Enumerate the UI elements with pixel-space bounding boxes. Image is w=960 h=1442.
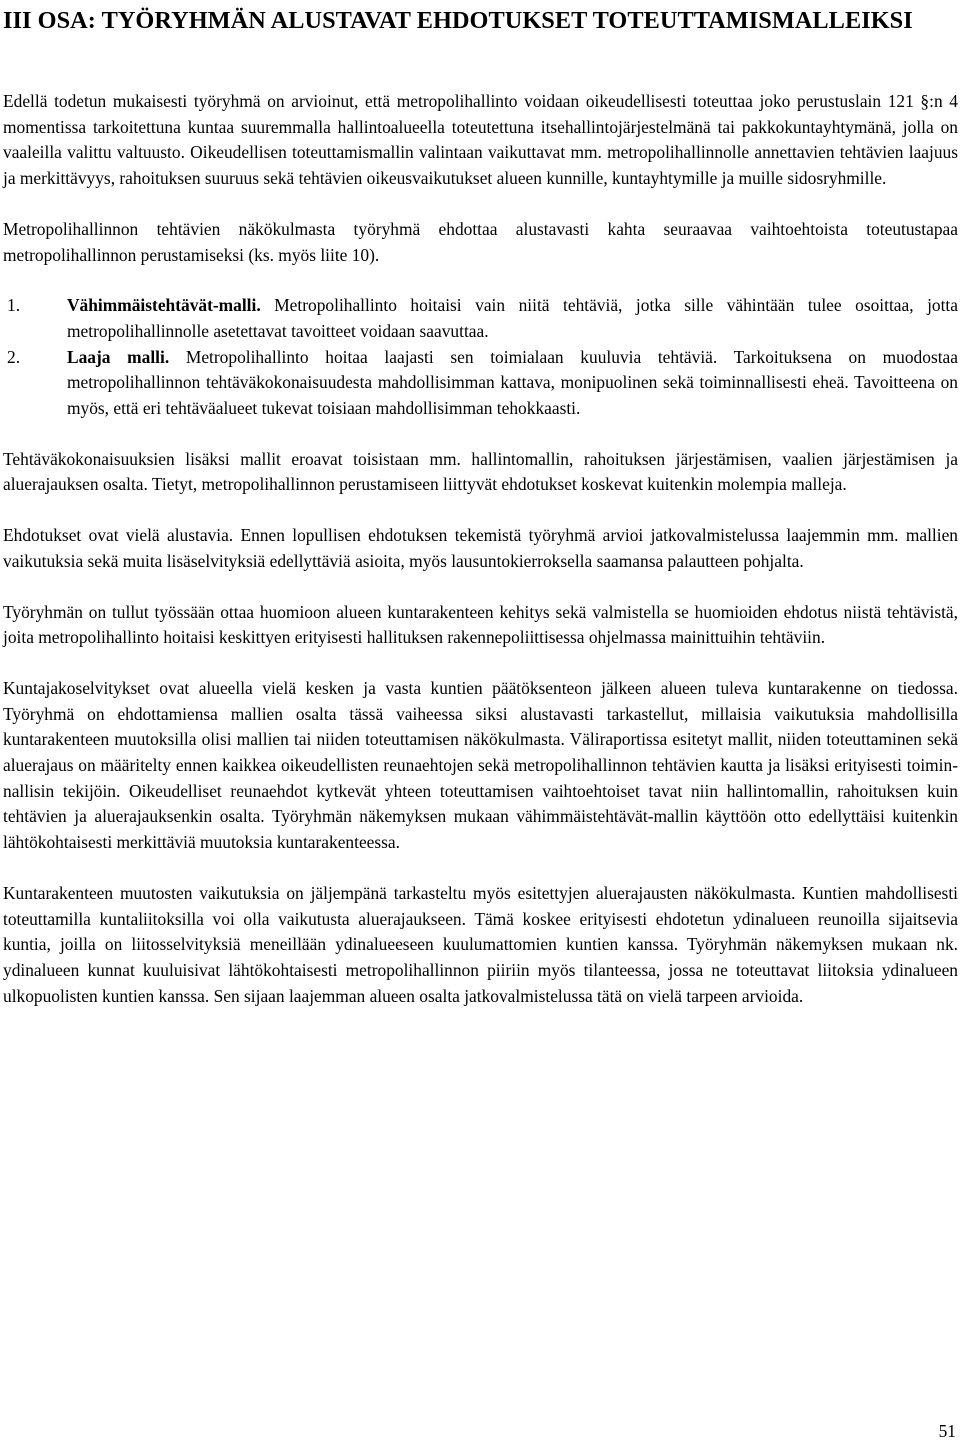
section-heading: III OSA: TYÖRYHMÄN ALUSTAVAT EHDOTUKSET TOTEUTTAMISMALLEIKSI [3, 7, 913, 34]
paragraph-spacer [3, 422, 958, 447]
list-item-text: Metropolihallinto hoitaisi vain niitä tehtäviä, jotka sille vähintään tulee osoittaa, jotta metropolihallinnolle asetettavat tavoitteet voidaan saavuttaa. [67, 295, 958, 341]
list-item-term: Laaja malli. [67, 346, 170, 367]
list-item-number: 2. [7, 346, 21, 367]
heading-spacer [3, 36, 958, 89]
paragraph-spacer [3, 498, 958, 523]
options-paragraph: Metropolihallinnon tehtävien näkökulmasta työryhmä ehdottaa alustavasti kahta seuraavaa vaihtoehtoista toteutustapaa metropolihallinnon perustamiseksi (ks. myös liite 10). [3, 218, 958, 265]
paragraph-spacer [3, 856, 958, 881]
list-item-term: Vähimmäistehtävät-malli. [67, 295, 261, 316]
body-paragraph: Tehtäväkokonaisuuksien lisäksi mallit eroavat toisistaan mm. hallintomallin, rahoituksen järjestämisen, vaalien järjestämisen ja aluerajauksen osalta. Tietyt, metropolihallinnon perustamiseen liittyvät ehdotukset koskevat kuitenkin molempia malleja. [3, 448, 958, 495]
paragraph-spacer [3, 651, 958, 676]
list-item-text: Metropolihallinto hoitaa laajasti sen toimialaan kuuluvia tehtäviä. Tarkoituksena on muodostaa metropolihallinnon tehtäväkokonaisuudesta mahdollisimman kattava, monipuolinen sekä toiminnallisesti eheä. Tavoitteena on myös, että eri tehtäväalueet tukevat toisiaan mahdollisimman tehokkaasti. [67, 346, 958, 419]
document-page [3, 0, 958, 1009]
body-paragraph: Työryhmän on tullut työssään ottaa huomioon alueen kuntarakenteen kehitys sekä valmistella se huomioiden ehdotus niistä tehtävistä, joita metropolihallinto hoitaisi keskittyen erityisesti hallituksen rakennepoliittisessa ohjelmassa mainittuihin tehtäviin. [3, 601, 958, 648]
body-paragraph: Kuntarakenteen muutosten vaikutuksia on jäljempänä tarkasteltu myös esitettyjen aluerajausten näkökulmasta. Kuntien mahdollisesti toteuttamilla kuntaliitoksilla voi olla vaikutusta aluerajaukseen. Tämä koskee erityisesti ehdotetun ydinalueen reunoilla sijaitsevia kuntia, joilla on liitosselvityksiä meneillään ydinalueeseen kuulumattomien kuntien kanssa. Työryhmän näkemyksen mukaan nk. ydinalueen kunnat kuuluisivat lähtökohtaisesti metropolihallinnon piiriin myös tilanteessa, jossa ne toteuttavat liitoksia ydinalueen ulkopuolisten kuntien kanssa. Sen sijaan laajemman alueen osalta jatkovalmistelussa tätä on vielä tarpeen arvioida. [3, 882, 958, 1006]
intro-paragraph: Edellä todetun mukaisesti työryhmä on arvioinut, että metropolihallinto voidaan oikeudellisesti toteuttaa joko perustuslain 121 §:n 4 momentissa tarkoitettuna kuntaa suuremmalla hallintoalueella toteutettuna itsehallintojärjestelmänä tai pakkokuntayhtymänä, jolla on vaaleilla valittu valtuusto. Oikeudellisen toteuttamismallin valintaan vaikuttavat mm. metropolihallinnolle annettavien tehtävien laajuus ja merkittävyys, rahoituksen suuruus sekä tehtävien oikeusvaikutukset alueen kunnille, kuntayhtymille ja muille sidosryhmille. [3, 91, 958, 189]
list-item-number: 1. [7, 295, 21, 316]
body-paragraph: Kuntajakoselvitykset ovat alueella vielä kesken ja vasta kuntien päätöksenteon jälkeen alueen tuleva kuntarakenne on tiedossa. Työryhmä on ehdottamiensa mallien osalta tässä vaiheessa siksi alustavasti tarkastellut, millaisia vaikutuksia mahdollisilla kuntarakenteen muutoksilla olisi mallien tai niiden toteuttamisen näkökulmasta. Väliraportissa esitetyt mallit, niiden toteuttaminen sekä aluerajaus on määritelty ennen kaikkea oikeudellisten reunaehtojen sekä metropolihallinnon tehtävien kautta ja lisäksi erityisesti toiminnallisin tekijöin. Oikeudelliset reunaehdot kytkevät yhteen toteuttamisen vaihtoehtoiset tavat niin hallintomallin, rahoituksen kuin tehtävien ja aluerajauksenkin osalta. Työryhmän näkemyksen mukaan vähimmäistehtävät-mallin käyttöön otto edellyttäisi kuitenkin lähtökohtaisesti merkittäviä muutoksia kuntarakenteessa. [3, 677, 958, 853]
list-item [3, 293, 958, 344]
paragraph-spacer [3, 192, 958, 217]
paragraph-spacer [3, 268, 958, 293]
model-list [3, 293, 958, 422]
list-item [3, 345, 958, 422]
paragraph-spacer [3, 575, 958, 600]
page-number: 51 [938, 1421, 956, 1441]
body-paragraph: Ehdotukset ovat vielä alustavia. Ennen lopullisen ehdotuksen tekemistä työryhmä arvioi jatkovalmistelussa laajemmin mm. mallien vaikutuksia sekä muita lisäselvityksiä edellyttäviä asioita, myös lausuntokierroksella saamansa palautteen pohjalta. [3, 525, 958, 571]
